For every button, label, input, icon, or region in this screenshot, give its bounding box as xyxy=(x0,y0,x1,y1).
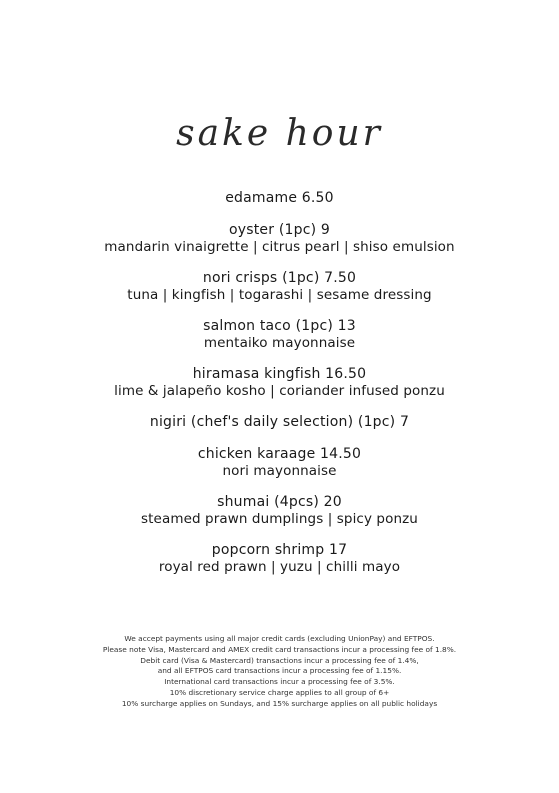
item-description: nori mayonnaise xyxy=(222,463,337,479)
item-name: nigiri (chef's daily selection) (1pc) 7 xyxy=(149,414,410,430)
menu-list xyxy=(0,190,559,576)
item-name: shumai (4pcs) 20 xyxy=(217,494,342,510)
menu-item xyxy=(0,270,559,304)
menu-item xyxy=(0,414,559,431)
item-name: chicken karaage 14.50 xyxy=(197,446,362,462)
item-description: lime & jalapeño kosho | coriander infused ponzu xyxy=(114,383,445,399)
item-name: nori crisps (1pc) 7.50 xyxy=(202,270,357,286)
footer-line: 10% discretionary service charge applies to all group of 6+ xyxy=(169,687,390,697)
item-name: oyster (1pc) 9 xyxy=(228,222,331,238)
menu-item xyxy=(0,494,559,528)
menu-title: sake hour xyxy=(176,113,383,154)
menu-item xyxy=(0,446,559,480)
menu-item xyxy=(0,542,559,576)
footer-line: We accept payments using all major credit cards (excluding UnionPay) and EFTPOS. xyxy=(124,634,435,643)
item-name: edamame 6.50 xyxy=(225,190,334,206)
item-name: popcorn shrimp 17 xyxy=(211,542,348,558)
menu-item xyxy=(0,366,559,400)
menu-item xyxy=(0,318,559,352)
item-description: mandarin vinaigrette | citrus pearl | shiso emulsion xyxy=(104,239,455,255)
item-name: salmon taco (1pc) 13 xyxy=(203,318,356,334)
menu-item xyxy=(0,222,559,256)
item-name: hiramasa kingfish 16.50 xyxy=(192,366,367,382)
footer-line: and all EFTPOS card transactions incur a processing fee of 1.15%. xyxy=(157,666,402,676)
menu-item xyxy=(0,190,559,207)
footer-line: 10% surcharge applies on Sundays, and 15% surcharge applies on all public holidays xyxy=(121,698,438,708)
item-description: tuna | kingfish | togarashi | sesame dressing xyxy=(127,287,432,303)
payment-notice xyxy=(0,634,559,710)
footer-line: Debit card (Visa & Mastercard) transactions incur a processing fee of 1.4%, xyxy=(140,655,419,665)
footer-line: Please note Visa, Mastercard and AMEX credit card transactions incur a processing fee of 1.8%. xyxy=(102,644,457,654)
item-description: mentaiko mayonnaise xyxy=(203,335,356,351)
footer-line: International card transactions incur a processing fee of 3.5%. xyxy=(164,677,395,687)
item-description: steamed prawn dumplings | spicy ponzu xyxy=(141,511,418,527)
item-description: royal red prawn | yuzu | chilli mayo xyxy=(158,559,401,575)
